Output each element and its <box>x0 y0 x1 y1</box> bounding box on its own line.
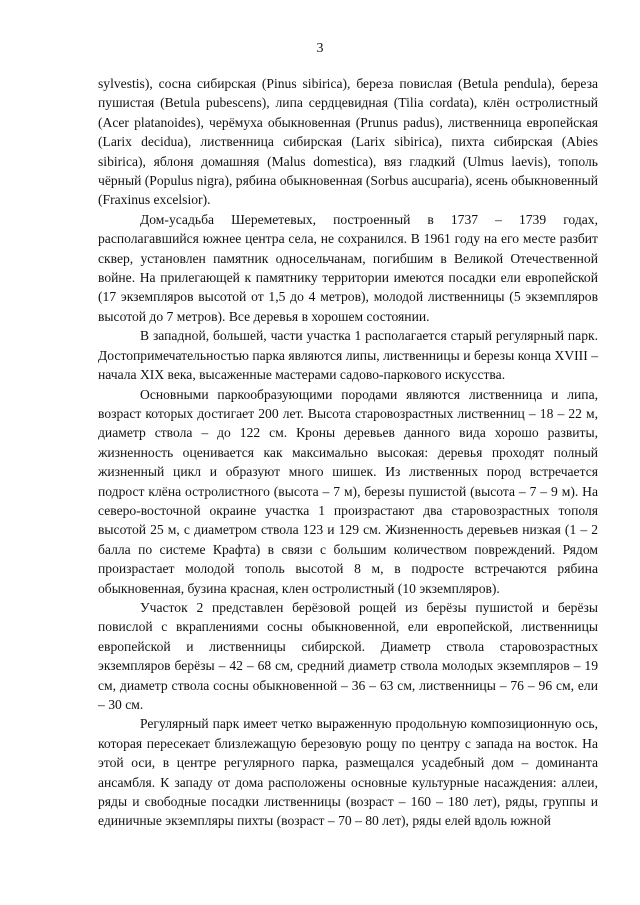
paragraph-sheremetev-estate: Дом-усадьба Шереметевых, построенный в 1737 – 1739 годах, располагавшийся южнее центра села, не сохранился. В 1961 году на его месте разбит сквер, установлен памятник односельчанам, погибшим в Великой Отечественной войне. На прилегающей к памятнику территории имеются посадки ели европейской (17 экземпляров высотой от 1,5 до 4 метров), молодой лиственницы (5 экземпляров высотой до 7 метров). Все деревья в хорошем состоянии. <box>98 211 598 324</box>
page-number: 3 <box>316 41 324 56</box>
paragraph-species-list: sylvestis), сосна сибирская (Pinus sibirica), береза повислая (Betula pendula), береза пушистая (Betula pubescens), липа сердцевидная (Tilia cordata), клён остролистный (Acer platanoides), черёмуха обыкновенная (Prunus padus), лиственница европейская (Larix decidua), лиственница сибирская (Larix sibirica), пихта сибирская (Abies sibirica), яблоня домашняя (Malus domestica), вяз гладкий (Ulmus laevis), тополь чёрный (Populus nigra), рябина обыкновенная (Sorbus aucuparia), ясень обыкновенный (Fraxinus excelsior). <box>98 76 598 208</box>
paragraph-plot-2: Участок 2 представлен берёзовой рощей из берёзы пушистой и берёзы повислой с вкраплениями сосны обыкновенной, ели европейской, лиственницы европейской и лиственницы сибирской. Диаметр ствола старовозрастных экземпляров берёзы – 42 – 68 см, средний диаметр ствола молодых экземпляров – 19 см, диаметр ствола сосны обыкновенной – 36 – 63 см, лиственницы – 76 – 96 см, ели – 30 см. <box>98 599 598 712</box>
paragraph-regular-park: В западной, большей, части участка 1 располагается старый регулярный парк. Достопримечательностью парка являются липы, лиственницы и березы конца XVIII – начала XIX века, высаженные мастерами садово-паркового искусства. <box>98 328 598 383</box>
document-body <box>98 74 598 831</box>
paragraph-composition-axis: Регулярный парк имеет четко выраженную продольную композиционную ось, которая пересекает близлежащую березовую рощу по центру с запада на восток. На этой оси, в центре регулярного парка, размещался усадебный дом – доминанта ансамбля. К западу от дома расположены основные культурные насаждения: аллеи, ряды и свободные посадки лиственницы (возраст – 160 – 180 лет), ряды, группы и единичные экземпляры пихты (возраст – 70 – 80 лет), ряды елей вдоль южной <box>98 716 598 829</box>
paragraph-main-species: Основными паркообразующими породами являются лиственница и липа, возраст которых достигает 200 лет. Высота старовозрастных лиственниц – 18 – 22 м, диаметр ствола – до 122 см. Кроны деревьев данного вида хорошо развиты, жизненность оценивается как максимально высокая: деревья проходят полный жизненный цикл и образуют много шишек. Из лиственных пород встречается подрост клёна остролистного (высота – 7 м), березы пушистой (высота – 7 – 9 м). На северо-восточной окраине участка 1 произрастают два старовозрастных тополя высотой 25 м, с диаметром ствола 123 и 129 см. Жизненность деревьев низкая (1 – 2 балла по системе Крафта) в связи с большим количеством повреждений. Рядом произрастает молодой тополь высотой 8 м, в подросте встречаются рябина обыкновенная, бузина красная, клен остролистный (10 экземпляров). <box>98 386 598 596</box>
